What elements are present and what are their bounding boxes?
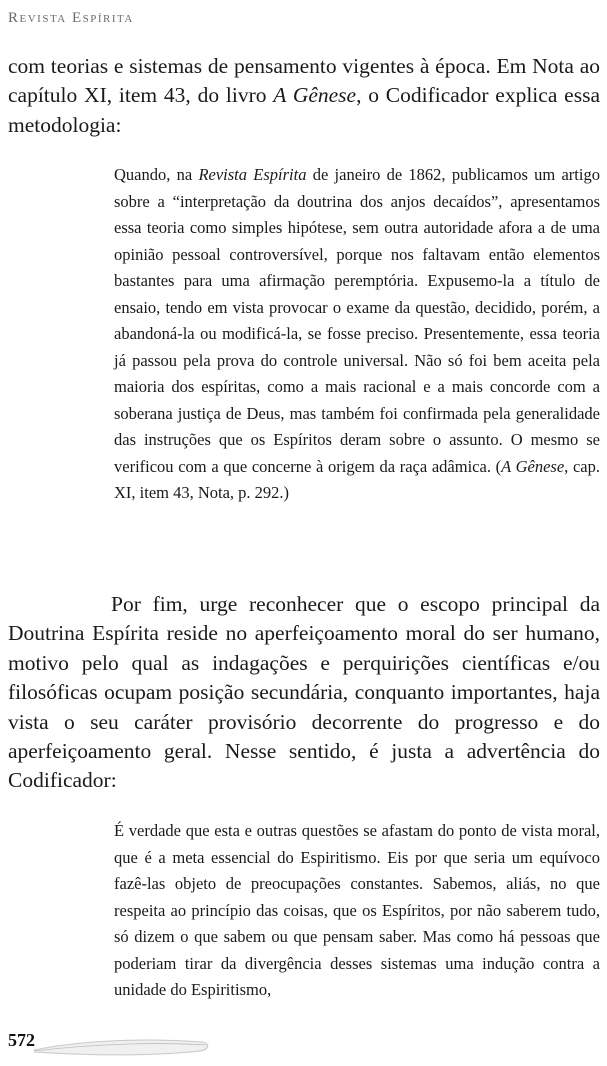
paragraph-intro-text-b: , o Codificador explica essa metodologia:: [8, 83, 600, 137]
paragraph-main: Por fim, urge reconhecer que o escopo principal da Doutrina Espírita reside no aperfeiçoamento moral do ser humano, motivo pelo qual as indagações e perquirições científicas e/ou filosóficas ocupam posição secundária, conquanto importantes, haja vista o seu caráter provisório decorrente do progresso e do aperfeiçoamento geral. Nesse sentido, é justa a advertência do Codificador:: [8, 592, 600, 793]
block-quote-2: É verdade que esta e outras questões se afastam do ponto de vista moral, que é a meta essencial do Espiritismo. Eis por que seria um equívoco fazê-las objeto de preocupações constantes. Sabemos, aliás, no que respeita ao princípio das coisas, que os Espíritos, por não saberem tudo, só dizem o que sabem ou que pensam saber. Mas como há pessoas que poderiam tirar da divergência desses sistemas uma indução contra a unidade do Espiritismo,: [114, 821, 600, 999]
block-quote-1: [114, 162, 600, 507]
quote-1-body: de janeiro de 1862, publicamos um artigo sobre a “interpretação da doutrina dos anjos decaídos”, apresentamos essa teoria como simples hipótese, sem outra autoridade afora a de uma opinião pessoal controversível, porque nos faltavam então elementos bastantes para uma afirmação peremptória. Expusemo-la a título de ensaio, tendo em vista provocar o exame da questão, decidido, porém, a abandoná-la ou modificá-la, se fosse preciso. Presentemente, essa teoria já passou pela prova do controle universal. Não só foi bem aceita pela maioria dos espíritas, como a mais racional e a mais concorde com a soberana justiça de Deus, mas também foi confirmada pela generalidade das instruções que os Espíritos deram sobre o assunto. O mesmo se verificou com a que concerne à origem da raça adâmica. (: [114, 165, 600, 476]
page-number: 572: [8, 1030, 35, 1050]
citation-rest: , cap. XI, item 43, Nota, p. 292.): [114, 456, 600, 502]
journal-title: Revista Espírita: [198, 165, 307, 184]
running-header: Revista Espírita: [8, 10, 134, 26]
quote-1-lead: Quando, na: [114, 165, 199, 184]
paragraph-intro: [8, 52, 600, 140]
paragraph-intro-text-a: com teorias e sistemas de pensamento vigentes à época. Em Nota ao capítulo XI, item 43, do livro: [8, 54, 600, 108]
book-title: A Gênese: [273, 83, 357, 108]
page-curl-ornament: [34, 1026, 214, 1060]
citation-title: A Gênese: [501, 456, 565, 476]
